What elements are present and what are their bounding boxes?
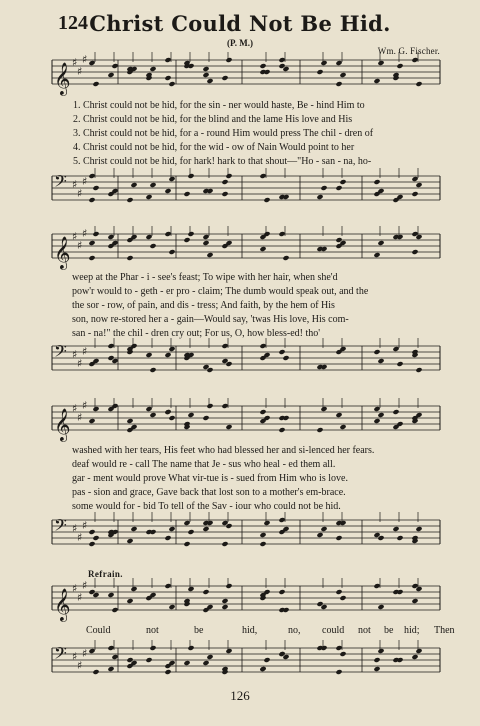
hymn-title: Christ Could Not Be Hid. (89, 11, 391, 36)
note-head (373, 666, 380, 672)
refrain-word: not (146, 625, 159, 636)
note-head (202, 72, 209, 78)
verse-1-line-2 (0, 272, 480, 286)
note-head (259, 246, 266, 252)
note-head (320, 60, 327, 66)
note-head (335, 60, 342, 66)
note-head (187, 231, 194, 237)
sharp-icon: ♯ (82, 399, 88, 412)
note-head (202, 234, 209, 240)
sharp-icon: ♯ (82, 53, 88, 66)
note-head (126, 418, 133, 424)
hymn-number: 124 (58, 12, 88, 34)
note-head (107, 343, 114, 349)
lyric-text: gar - ment would prove What vir-tue is - sued from Him who is love. (72, 473, 348, 484)
note-head (320, 526, 327, 532)
note-head (206, 252, 213, 258)
lyric-text: pas - sion and grace, Gave back that lost son to a mother's em-brace. (72, 487, 346, 498)
note-head (316, 427, 323, 433)
note-head (278, 349, 285, 355)
note-head (183, 191, 190, 197)
note-head (392, 409, 399, 415)
note-head (396, 63, 403, 69)
note-head (339, 595, 346, 601)
refrain-label: Refrain. (88, 569, 123, 579)
note-head (221, 343, 228, 349)
note-head (88, 255, 95, 261)
treble-clef-icon: 𝄞 (54, 236, 71, 269)
note-head (278, 517, 285, 523)
verse-4-line-2 (0, 314, 480, 328)
note-head (320, 185, 327, 191)
note-head (278, 589, 285, 595)
refrain-word: Could (86, 625, 111, 636)
note-head (168, 415, 175, 421)
note-head (149, 367, 156, 373)
note-head (187, 173, 194, 179)
note-head (149, 182, 156, 188)
sharp-icon: ♯ (82, 227, 88, 240)
note-head (221, 191, 228, 197)
lyric-text: san - na!" the chil - dren cry out; For us, O, how bless-ed! tho' (72, 328, 321, 339)
note-head (377, 412, 384, 418)
bass-clef-icon: 𝄢 (54, 341, 67, 365)
note-head (221, 403, 228, 409)
lyric-text: 2. Christ could not be hid, for the blind and the lame His love and His (73, 114, 353, 125)
sharp-icon: ♯ (82, 345, 88, 358)
note-head (145, 194, 152, 200)
refrain-word: hid, (242, 625, 258, 636)
meter-label: (P. M.) (227, 38, 253, 48)
note-head (88, 541, 95, 547)
lyric-text: deaf would re - call The name that Je - sus who heal - ed them all. (72, 459, 336, 470)
note-head (225, 57, 232, 63)
note-head (92, 81, 99, 87)
note-head (316, 532, 323, 538)
note-head (225, 173, 232, 179)
note-head (88, 173, 95, 179)
sharp-icon: ♯ (82, 175, 88, 188)
note-head (130, 182, 137, 188)
note-head (111, 607, 118, 613)
bass-clef-icon: 𝄢 (54, 171, 67, 195)
page-number: 126 (230, 688, 250, 703)
verse-3-line-2 (0, 300, 480, 314)
refrain-word: hid; (404, 625, 420, 636)
note-head (183, 541, 190, 547)
note-head (320, 406, 327, 412)
note-head (335, 589, 342, 595)
treble-staff-refrain (0, 578, 480, 626)
note-head (377, 358, 384, 364)
note-head (282, 255, 289, 261)
sharp-icon: ♯ (77, 411, 83, 424)
note-head (411, 598, 418, 604)
note-head (411, 57, 418, 63)
sharp-icon: ♯ (77, 187, 83, 200)
sharp-icon: ♯ (72, 56, 78, 69)
note-head (164, 231, 171, 237)
note-head (221, 598, 228, 604)
sharp-icon: ♯ (77, 659, 83, 672)
note-head (339, 179, 346, 185)
bass-staff-system-2 (0, 338, 480, 388)
note-head (411, 249, 418, 255)
note-head (111, 63, 118, 69)
note-head (282, 355, 289, 361)
note-head (183, 237, 190, 243)
note-head (126, 197, 133, 203)
verse-4-line-3 (0, 487, 480, 501)
treble-staff-system-2 (0, 226, 480, 276)
note-head (377, 240, 384, 246)
note-head (339, 651, 346, 657)
note-head (206, 403, 213, 409)
note-head (92, 669, 99, 675)
lyric-text: 4. Christ could not be hid, for the wid - ow of Nain Would point to her (73, 142, 355, 153)
note-head (335, 81, 342, 87)
note-head (335, 185, 342, 191)
note-head (88, 529, 95, 535)
verse-3-line-3 (0, 473, 480, 487)
note-head (259, 409, 266, 415)
lyric-text: washed with her tears, His feet who had blessed her and si-lenced her fears. (72, 445, 375, 456)
note-head (187, 529, 194, 535)
sharp-icon: ♯ (72, 522, 78, 535)
note-head (187, 645, 194, 651)
note-head (92, 231, 99, 237)
bass-clef-icon: 𝄢 (54, 643, 67, 667)
note-head (202, 589, 209, 595)
refrain-word: no, (288, 625, 301, 636)
note-head (392, 346, 399, 352)
lyric-text: the sor - row, of pain, and dis - tress; And faith, by the hem of His (72, 300, 335, 311)
lyric-text: pow'r would to - geth - er pro - claim; The dumb would speak out, and the (72, 286, 369, 297)
refrain-word: could (322, 625, 345, 636)
note-head (107, 666, 114, 672)
note-head (164, 188, 171, 194)
note-head (164, 669, 171, 675)
verse-2-line-2 (0, 286, 480, 300)
note-head (164, 57, 171, 63)
note-head (107, 72, 114, 78)
note-head (415, 367, 422, 373)
note-head (411, 176, 418, 182)
refrain-word: be (384, 625, 394, 636)
note-head (88, 240, 95, 246)
sharp-icon: ♯ (72, 230, 78, 243)
bass-clef-icon: 𝄢 (54, 515, 67, 539)
refrain-word: be (194, 625, 204, 636)
note-head (335, 535, 342, 541)
note-head (259, 541, 266, 547)
sharp-icon: ♯ (82, 647, 88, 660)
note-head (145, 352, 152, 358)
note-head (415, 182, 422, 188)
sharp-icon: ♯ (72, 178, 78, 191)
sharp-icon: ♯ (77, 239, 83, 252)
note-head (335, 645, 342, 651)
note-head (373, 252, 380, 258)
verse-2-line-3 (0, 459, 480, 473)
note-head (377, 60, 384, 66)
note-head (259, 343, 266, 349)
note-head (396, 361, 403, 367)
lyric-text: some would for - bid To tell of the Sav - iour who could not be hid. (72, 501, 341, 512)
note-head (164, 352, 171, 358)
note-head (164, 409, 171, 415)
note-head (221, 179, 228, 185)
note-head (145, 657, 152, 663)
note-head (88, 648, 95, 654)
note-head (88, 418, 95, 424)
note-head (149, 66, 156, 72)
note-head (107, 645, 114, 651)
sharp-icon: ♯ (72, 582, 78, 595)
note-head (415, 526, 422, 532)
note-head (168, 346, 175, 352)
sharp-icon: ♯ (77, 65, 83, 78)
note-head (130, 526, 137, 532)
note-head (335, 669, 342, 675)
lyric-text: son, now re-stored her a - gain—Would say, 'twas His love, His com- (72, 314, 349, 325)
note-head (183, 520, 190, 526)
note-head (411, 654, 418, 660)
note-head (259, 63, 266, 69)
note-head (221, 541, 228, 547)
note-head (88, 60, 95, 66)
verse-1-line-1 (0, 100, 480, 114)
sharp-icon: ♯ (77, 357, 83, 370)
note-head (202, 526, 209, 532)
treble-clef-icon: 𝄞 (54, 588, 71, 621)
lyric-text: weep at the Phar - i - see's feast; To wipe with her hair, when she'd (72, 272, 338, 283)
note-head (221, 604, 228, 610)
note-head (149, 243, 156, 249)
note-head (259, 173, 266, 179)
sharp-icon: ♯ (77, 591, 83, 604)
note-head (202, 240, 209, 246)
sharp-icon: ♯ (72, 650, 78, 663)
verse-2-line-1 (0, 114, 480, 128)
note-head (202, 415, 209, 421)
note-head (202, 66, 209, 72)
note-head (278, 427, 285, 433)
note-head (168, 176, 175, 182)
note-head (168, 526, 175, 532)
note-head (377, 604, 384, 610)
sharp-icon: ♯ (82, 579, 88, 592)
note-head (373, 78, 380, 84)
note-head (92, 406, 99, 412)
note-head (92, 185, 99, 191)
refrain-word: Then (434, 625, 455, 636)
note-head (145, 234, 152, 240)
note-head (339, 72, 346, 78)
treble-clef-icon: 𝄞 (54, 62, 71, 95)
note-head (225, 583, 232, 589)
note-head (373, 406, 380, 412)
lyric-text: 5. Christ could not be hid, for hark! hark to that shout—"Ho - san - na, ho- (73, 156, 372, 167)
note-head (373, 179, 380, 185)
note-head (149, 645, 156, 651)
sharp-icon: ♯ (72, 348, 78, 361)
note-head (164, 583, 171, 589)
note-head (88, 197, 95, 203)
note-head (126, 598, 133, 604)
note-head (316, 69, 323, 75)
note-head (415, 81, 422, 87)
note-head (411, 191, 418, 197)
note-head (92, 535, 99, 541)
note-head (107, 592, 114, 598)
note-head (126, 255, 133, 261)
lyric-text: 1. Christ could not be hid, for the sin - ner would haste, Be - hind Him to (73, 100, 365, 111)
note-head (130, 586, 137, 592)
note-head (278, 231, 285, 237)
note-head (126, 538, 133, 544)
note-head (396, 535, 403, 541)
verse-1-line-3 (0, 445, 480, 459)
note-head (392, 526, 399, 532)
note-head (206, 78, 213, 84)
note-head (415, 648, 422, 654)
note-head (145, 406, 152, 412)
treble-clef-icon: 𝄞 (54, 408, 71, 441)
note-head (278, 57, 285, 63)
note-head (225, 424, 232, 430)
note-head (263, 197, 270, 203)
note-head (316, 194, 323, 200)
note-head (339, 424, 346, 430)
lyric-text: 3. Christ could not be hid, for a - round Him would press The chil - dren of (73, 128, 374, 139)
note-head (183, 660, 190, 666)
note-head (107, 234, 114, 240)
note-head (187, 412, 194, 418)
note-head (259, 532, 266, 538)
note-head (373, 349, 380, 355)
note-head (263, 657, 270, 663)
note-head (187, 586, 194, 592)
sharp-icon: ♯ (77, 531, 83, 544)
treble-staff-system-3 (0, 398, 480, 448)
refrain-word: not (358, 625, 371, 636)
note-head (335, 412, 342, 418)
verse-4-line-1 (0, 142, 480, 156)
note-head (168, 249, 175, 255)
note-head (168, 81, 175, 87)
bass-staff-system-1 (0, 168, 480, 218)
note-head (373, 583, 380, 589)
note-head (373, 418, 380, 424)
refrain-lyrics (0, 625, 480, 639)
note-head (263, 520, 270, 526)
note-head (206, 654, 213, 660)
note-head (259, 666, 266, 672)
note-head (164, 535, 171, 541)
bass-staff-refrain (0, 640, 480, 688)
note-head (377, 648, 384, 654)
note-head (373, 657, 380, 663)
sharp-icon: ♯ (82, 519, 88, 532)
note-head (221, 75, 228, 81)
treble-staff-system-1 (0, 52, 480, 102)
note-head (202, 660, 209, 666)
note-head (164, 75, 171, 81)
note-head (149, 412, 156, 418)
verse-3-line-1 (0, 128, 480, 142)
note-head (168, 604, 175, 610)
bass-staff-system-3 (0, 512, 480, 562)
sharp-icon: ♯ (72, 402, 78, 415)
note-head (225, 648, 232, 654)
note-head (111, 654, 118, 660)
composer-credit: Wm. G. Fischer. (377, 46, 440, 56)
